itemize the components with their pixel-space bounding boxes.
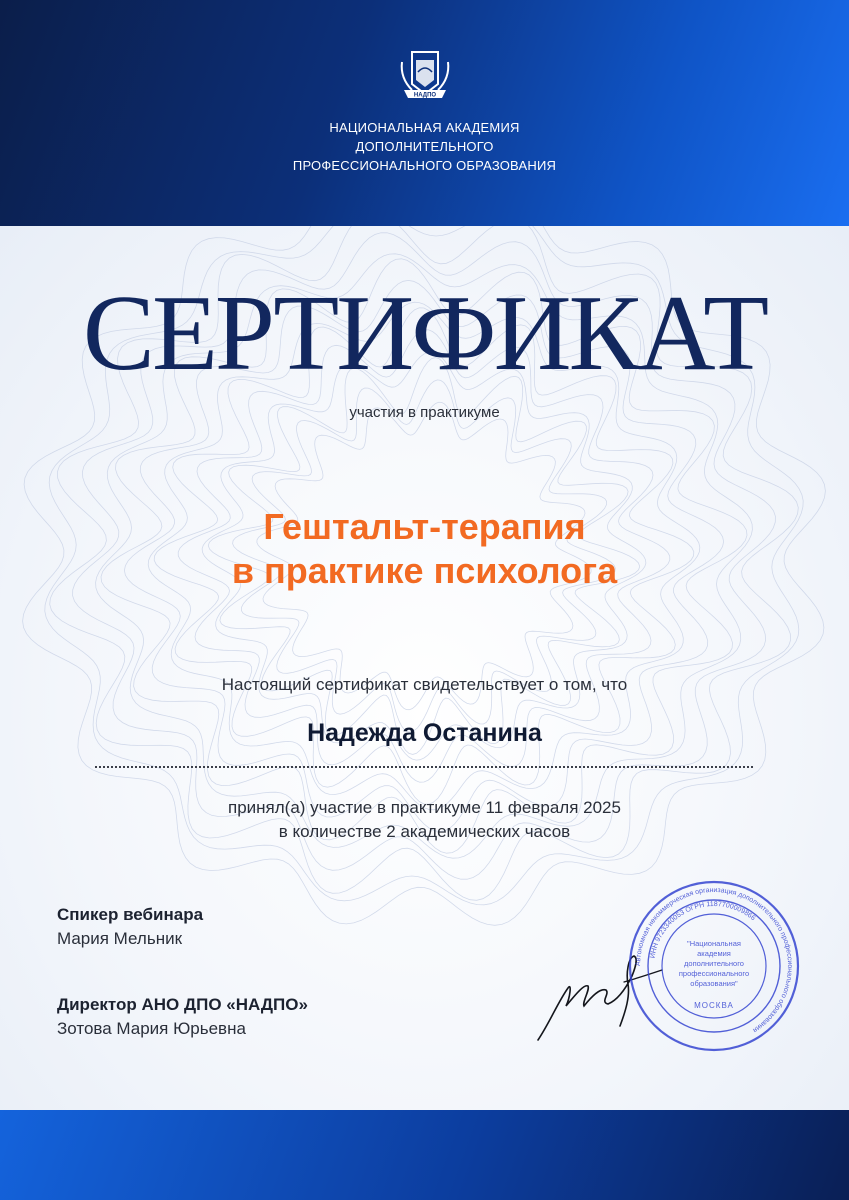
stamp-center-line: дополнительного: [684, 959, 744, 968]
org-name-line: ДОПОЛНИТЕЛЬНОГО: [355, 139, 494, 154]
organization-name: [0, 118, 849, 175]
official-stamp: [628, 880, 800, 1052]
participation-line: принял(а) участие в практикуме 11 февраля 2025: [228, 798, 621, 817]
speaker-role: Спикер вебинара: [57, 905, 204, 924]
recipient-name: Надежда Останина: [307, 719, 542, 747]
org-name-line: ПРОФЕССИОНАЛЬНОГО ОБРАЗОВАНИЯ: [292, 158, 557, 173]
stamp-outer-text: Автономная некоммерческая организация дополнительного профессионального образования: [634, 886, 794, 1034]
director-name: Зотова Мария Юрьевна: [57, 1019, 246, 1038]
stamp-center-line: академия: [697, 949, 731, 958]
footer-band: [0, 1110, 849, 1200]
course-title-line: в практике психолога: [231, 550, 618, 591]
header-band: [0, 0, 849, 226]
stamp-city: МОСКВА: [694, 1001, 734, 1010]
stamp-registration-ids: ИНН 9723340053 ОГРН 1187700009866: [649, 900, 757, 959]
academy-logo-icon: [394, 50, 456, 102]
certificate-title: СЕРТИФИКАТ: [82, 274, 767, 393]
org-name-line: НАЦИОНАЛЬНАЯ АКАДЕМИЯ: [329, 120, 520, 135]
director-signature-block: [57, 993, 308, 1041]
stamp-center-line: профессионального: [678, 969, 750, 978]
course-title: [0, 505, 849, 593]
participation-line: в количестве 2 академических часов: [278, 822, 571, 841]
speaker-signature-block: [57, 903, 203, 951]
stamp-center-line: образования": [690, 979, 738, 988]
course-title-line: Гештальт-терапия: [263, 506, 586, 547]
certificate-subtitle: участия в практикуме: [349, 404, 500, 421]
speaker-name: Мария Мельник: [57, 929, 183, 948]
logo-text: НАДПО: [413, 92, 437, 99]
participation-details: [0, 796, 849, 844]
stamp-center-line: "Национальная: [687, 939, 741, 948]
dotted-divider: [95, 766, 753, 768]
director-role: Директор АНО ДПО «НАДПО»: [57, 995, 308, 1014]
certifies-text: Настоящий сертификат свидетельствует о том, что: [221, 675, 628, 694]
